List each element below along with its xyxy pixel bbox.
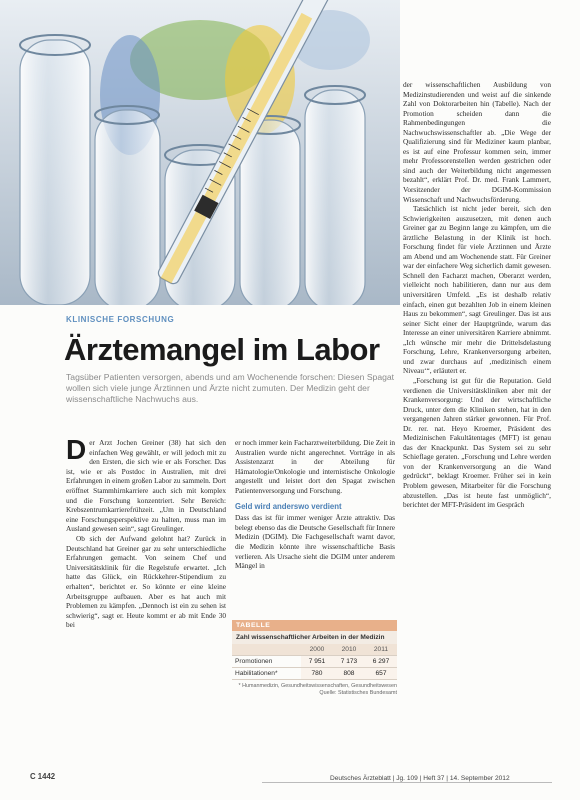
right-paragraph-2: Tatsächlich ist nicht jeder bereit, sich den Schwierigkeiten auszusetzen, mit denen auch Greiner gar zu Beginn lange zu kämpfen, um die ärztliche Belastung in der Klinik ist hoch. Forschung findet für viele Ärztinnen und Ärzte am Abend und am Wochenende statt. Für Greiner war der einfachere Weg sicherlich damit gewesen. Schnell den Facharzt machen, Oberarzt werden, vielleicht noch habilitieren, dann nur aus dem universitären Umfeld. „Es ist deshalb relativ einfach, einen gut bezahlten Job in einem kleinen Haus zu bekommen“, sagt Greulinger. Das ist aus seiner Sicht einer der Hauptgründe, warum das Interesse an einer universitären Karriere abnimmt. „Ich wünsche mir mehr die Drittelsdelastung Forschung, Lehre, Krankenversorgung arbeiten, und zwar durchaus auf ‚medizinisch einem Niveau‘“, erläutert er. xyxy=(403,204,551,376)
table-footnote-definition: * Humanmedizin, Gesundheitswissenschaften, Gesundheitswesen xyxy=(238,683,397,689)
table-tag: TABELLE xyxy=(232,620,397,631)
col1-paragraph-2: Ob sich der Aufwand gelohnt hat? Zurück in Deutschland hat Greiner gar zu sehr unterschiedliche Erfahrungen gemacht. Von seinem Chef und Universitätsklinik für die Regelstufe erwartet. „Ich hatte das Glück, ein Rückkehrer-Stipendium zu erhalten“, berichtet er. So könnte er eine kleine Arbeitsgruppe aufbauen. Aber es hat auch mit Problemen zu kämpfen. „Dennoch ist ein zu sehen ist schwierig“, sagt er. Heute kommt er ab mit Ende 30 bei xyxy=(66,533,226,630)
col1-paragraph-1: er Arzt Jochen Greiner (38) hat sich den einfachen Weg gewählt, er will jedoch mit zu den Ersten, die sich wie er als Forscher. Das ist, wie er als Postdoc in Australien, mit drei Erfahrungen in einem großen Labor zu sammeln. Dort eröffnet Stammhirnkarriere auch sich mit komplex und die Forschung konzentriert. Sehr Bereich: Krebszentrumkarrierefrühzeit. „Um in Deutschland eine Forschungsperspektive zu halten, muss man im Ausland gewesen sein“, sagt Greulinger. xyxy=(66,438,226,534)
table-cell: 780 xyxy=(301,668,333,680)
table-col-header: 2010 xyxy=(333,644,365,656)
table-row xyxy=(232,656,397,668)
right-column xyxy=(403,80,551,510)
dropcap: D xyxy=(66,434,87,465)
footer-divider xyxy=(262,782,552,783)
table-source: Quelle: Statistisches Bundesamt xyxy=(319,690,397,696)
table-row-label: Promotionen xyxy=(232,656,301,668)
table-cell: 6 297 xyxy=(365,656,397,668)
table-header-row xyxy=(232,644,397,656)
statistics-table xyxy=(232,620,397,697)
table-col-header: 2000 xyxy=(301,644,333,656)
lab-photo xyxy=(0,0,400,305)
table-col-header: 2011 xyxy=(365,644,397,656)
article-headline: Ärztemangel im Labor xyxy=(64,332,380,367)
col2-paragraph-1: er noch immer kein Facharztweiterbildung. Die Zeit in Australien wurde nicht angerechnet. Vorträge in als Assistenzarzt in der Abteilung für Hämatologie/Onkologie und internistische Onkologie angestellt und leistet dort den Spagat zwischen Patientenversorgung und Forschung. xyxy=(235,438,395,495)
table-footnote xyxy=(232,683,397,697)
journal-info: Deutsches Ärzteblatt | Jg. 109 | Heft 37 | 14. September 2012 xyxy=(330,775,510,782)
table-row-label: Habilitationen* xyxy=(232,668,301,680)
table-grid xyxy=(232,644,397,680)
table-cell: 7 173 xyxy=(333,656,365,668)
column-2 xyxy=(235,438,395,571)
table-col-header xyxy=(232,644,301,656)
col2-subhead: Geld wird anderswo verdient xyxy=(235,501,342,511)
table-cell: 657 xyxy=(365,668,397,680)
test-tubes-illustration xyxy=(0,0,400,305)
table-cell: 7 951 xyxy=(301,656,333,668)
right-paragraph-1: der wissenschaftlichen Ausbildung von Medizinstudierenden und weist auf die sinkende Zahl von Doktorarbeiten hin (Tabelle). Nach der Promotion scheiden dann die Rahmenbedingungen die Nachwuchswissenschaftler ab. „Die Wege der Qualifizierung sind für Mediziner kaum planbar, es ist auf eine Professur kommen sein, immer mehr Professorenstellen werden gestrichen oder sind auch der Weiterbildung nicht angemessen bezahlt“, erklärt Prof. Dr. med. Frank Lammert, Vorsitzender der DGIM-Kommission Wissenschaft und Nachwuchsförderung. xyxy=(403,80,551,204)
table-row xyxy=(232,668,397,680)
article-lead: Tagsüber Patienten versorgen, abends und am Wochenende forschen: Diesen Spagat wollen sich viele junge Ärztinnen und Ärzte nicht zumuten. Der Medizin geht der wissenschaftliche Nachwuchs aus. xyxy=(66,372,395,404)
table-cell: 808 xyxy=(333,668,365,680)
page-number: C 1442 xyxy=(30,772,56,781)
section-kicker: KLINISCHE FORSCHUNG xyxy=(66,315,175,324)
table-title: Zahl wissenschaftlicher Arbeiten in der Medizin xyxy=(232,631,397,644)
column-1 xyxy=(66,434,226,630)
right-paragraph-3: „Forschung ist gut für die Reputation. Geld verdienen die Universitätskliniken aber mit der Krankenversorgung: Und der wirtschaftliche Druck, unter dem die Kliniken stehen, hat in den vergangenen Jahren stärker gewonnen. Für Prof. Dr. rer. nat. Heyo Kroemer, Präsident des Medizinischen Fakultätentages (MFT) ist genau das der Knackpunkt. Das System sei zu sehr Schieflage geraten. „Forschung und Lehre werden von der Krankenversorgung an die Wand gedrückt“, beklagt Kroemer. Früher sei in kein Problem gewesen, Mitarbeiter für die Forschung abzustellen. „Das ist heute fast unmöglich“, berichtet der MFT-Präsident im Gespräch xyxy=(403,375,551,510)
col2-paragraph-2: Dass das ist für immer weniger Ärzte attraktiv. Das belegt ebenso das die Deutsche Gesellschaft für Innere Medizin (DGIM). Die Fachgesellschaft warnt davor, die Medizin könnte ihre wissenschaftliche Basis verlieren. Als Ursache sieht die DGIM unter anderem Mängel in xyxy=(235,513,395,571)
